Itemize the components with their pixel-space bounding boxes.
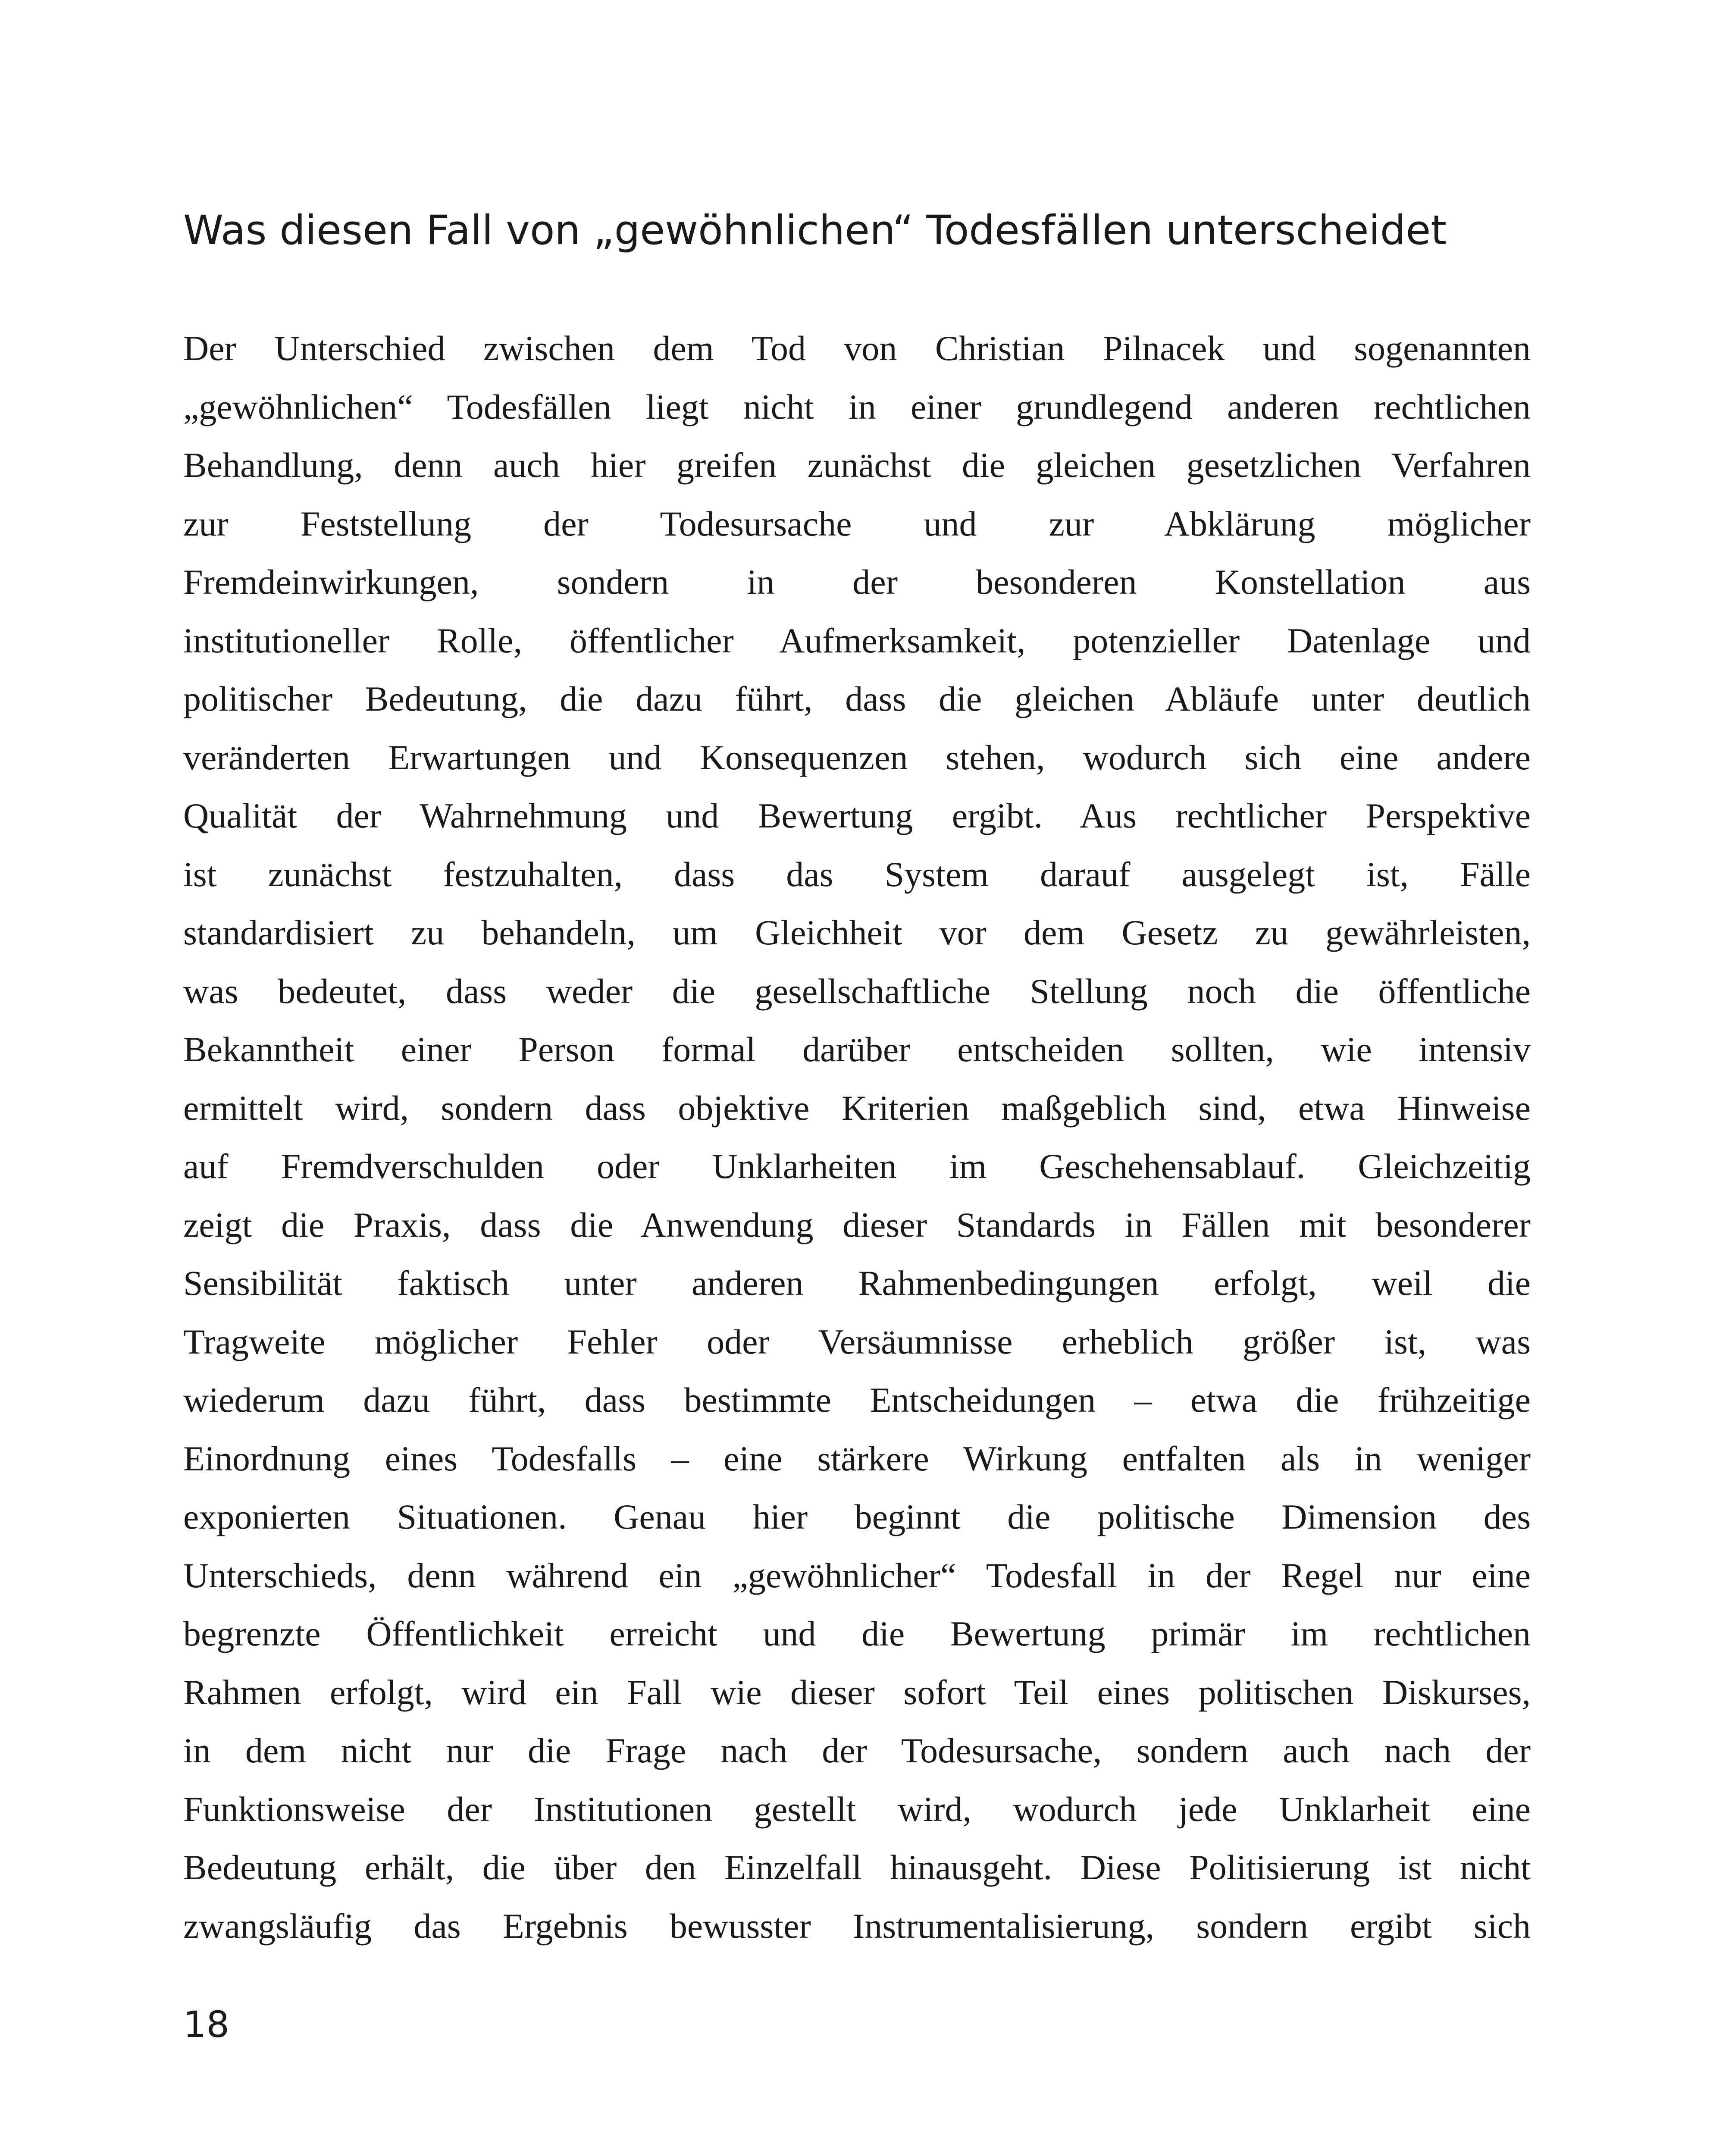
- text-line: auf Fremdverschulden oder Unklarheiten im Geschehensablauf. Gleichzeitig: [183, 1147, 1531, 1186]
- text-line: Der Unterschied zwischen dem Tod von Christian Pilnacek und sogenannten: [183, 329, 1531, 368]
- text-line: exponierten Situationen. Genau hier beginnt die politische Dimension des: [183, 1497, 1531, 1536]
- text-line: begrenzte Öffentlichkeit erreicht und die Bewertung primär im rechtlichen: [183, 1614, 1531, 1653]
- page-number: 18: [183, 2003, 229, 2046]
- section-heading: Was diesen Fall von „gewöhnlichen“ Todesfällen unterscheidet: [183, 207, 1447, 254]
- text-line: Tragweite möglicher Fehler oder Versäumnisse erheblich größer ist, was: [183, 1322, 1531, 1361]
- text-line: zur Feststellung der Todesursache und zur Abklärung möglicher: [183, 504, 1531, 543]
- text-line: Bekanntheit einer Person formal darüber entscheiden sollten, wie intensiv: [183, 1030, 1531, 1069]
- text-line: Rahmen erfolgt, wird ein Fall wie dieser sofort Teil eines politischen Diskurses,: [183, 1672, 1531, 1712]
- text-line: Unterschieds, denn während ein „gewöhnlicher“ Todesfall in der Regel nur eine: [183, 1555, 1531, 1595]
- text-line: Sensibilität faktisch unter anderen Rahmenbedingungen erfolgt, weil die: [183, 1263, 1531, 1303]
- text-line: was bedeutet, dass weder die gesellschaftliche Stellung noch die öffentliche: [183, 971, 1531, 1011]
- text-line: „gewöhnlichen“ Todesfällen liegt nicht in einer grundlegend anderen rechtlichen: [183, 387, 1531, 426]
- body-paragraph: [183, 319, 1531, 1955]
- text-line: zwangsläufig das Ergebnis bewusster Instrumentalisierung, sondern ergibt sich: [183, 1906, 1531, 1946]
- text-line: institutioneller Rolle, öffentlicher Aufmerksamkeit, potenzieller Datenlage und: [183, 620, 1531, 660]
- text-line: wiederum dazu führt, dass bestimmte Entscheidungen – etwa die frühzeitige: [183, 1380, 1531, 1420]
- text-line: Bedeutung erhält, die über den Einzelfall hinausgeht. Diese Politisierung ist nicht: [183, 1848, 1531, 1887]
- text-line: in dem nicht nur die Frage nach der Todesursache, sondern auch nach der: [183, 1731, 1531, 1770]
- text-line: Einordnung eines Todesfalls – eine stärkere Wirkung entfalten als in weniger: [183, 1438, 1531, 1478]
- text-line: Behandlung, denn auch hier greifen zunächst die gleichen gesetzlichen Verfahren: [183, 445, 1531, 485]
- text-line: standardisiert zu behandeln, um Gleichheit vor dem Gesetz zu gewährleisten,: [183, 913, 1531, 952]
- text-line: ist zunächst festzuhalten, dass das System darauf ausgelegt ist, Fälle: [183, 854, 1531, 894]
- text-line: Funktionsweise der Institutionen gestellt wird, wodurch jede Unklarheit eine: [183, 1789, 1531, 1829]
- text-line: ermittelt wird, sondern dass objektive Kriterien maßgeblich sind, etwa Hinweise: [183, 1088, 1531, 1128]
- text-line: Fremdeinwirkungen, sondern in der besonderen Konstellation aus: [183, 562, 1531, 602]
- text-line: politischer Bedeutung, die dazu führt, dass die gleichen Abläufe unter deutlich: [183, 679, 1531, 718]
- text-line: veränderten Erwartungen und Konsequenzen stehen, wodurch sich eine andere: [183, 737, 1531, 777]
- text-line: Qualität der Wahrnehmung und Bewertung ergibt. Aus rechtlicher Perspektive: [183, 796, 1531, 835]
- text-line: zeigt die Praxis, dass die Anwendung dieser Standards in Fällen mit besonderer: [183, 1205, 1531, 1244]
